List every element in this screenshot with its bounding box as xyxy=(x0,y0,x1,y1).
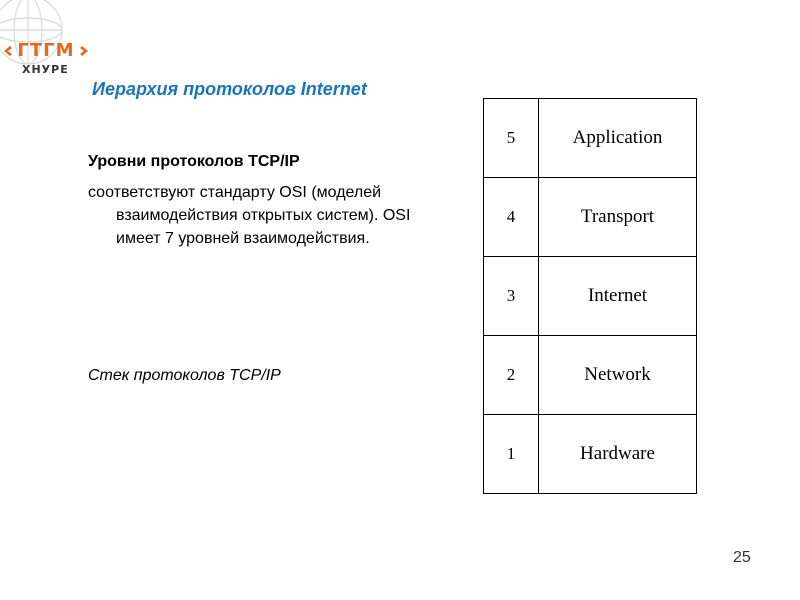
table-row xyxy=(484,415,697,494)
body-paragraph: соответствуют стандарту OSI (моделей взаимодействия открытых систем). OSI имеет 7 уровней взаимодействия. xyxy=(88,184,411,247)
logo-sub-text: ХНУРЕ xyxy=(22,63,69,76)
table-row xyxy=(484,257,697,336)
stack-caption: Стек протоколов TCP/IP xyxy=(88,367,281,384)
layer-name: Network xyxy=(539,336,697,415)
logo-main-text: ГТГМ xyxy=(17,40,75,61)
layer-name: Internet xyxy=(539,257,697,336)
layer-name: Hardware xyxy=(539,415,697,494)
layer-number: 1 xyxy=(484,415,539,494)
university-logo xyxy=(0,0,95,92)
layer-number: 4 xyxy=(484,178,539,257)
layer-name: Application xyxy=(539,99,697,178)
table-row xyxy=(484,178,697,257)
layer-number: 3 xyxy=(484,257,539,336)
slide-title: Иерархия протоколов Internet xyxy=(92,79,367,99)
protocol-layers-table xyxy=(483,98,697,494)
table-row xyxy=(484,99,697,178)
layer-number: 2 xyxy=(484,336,539,415)
table-row xyxy=(484,336,697,415)
section-heading: Уровни протоколов TCP/IP xyxy=(88,153,300,170)
layer-name: Transport xyxy=(539,178,697,257)
page-number: 25 xyxy=(733,549,751,566)
layer-number: 5 xyxy=(484,99,539,178)
